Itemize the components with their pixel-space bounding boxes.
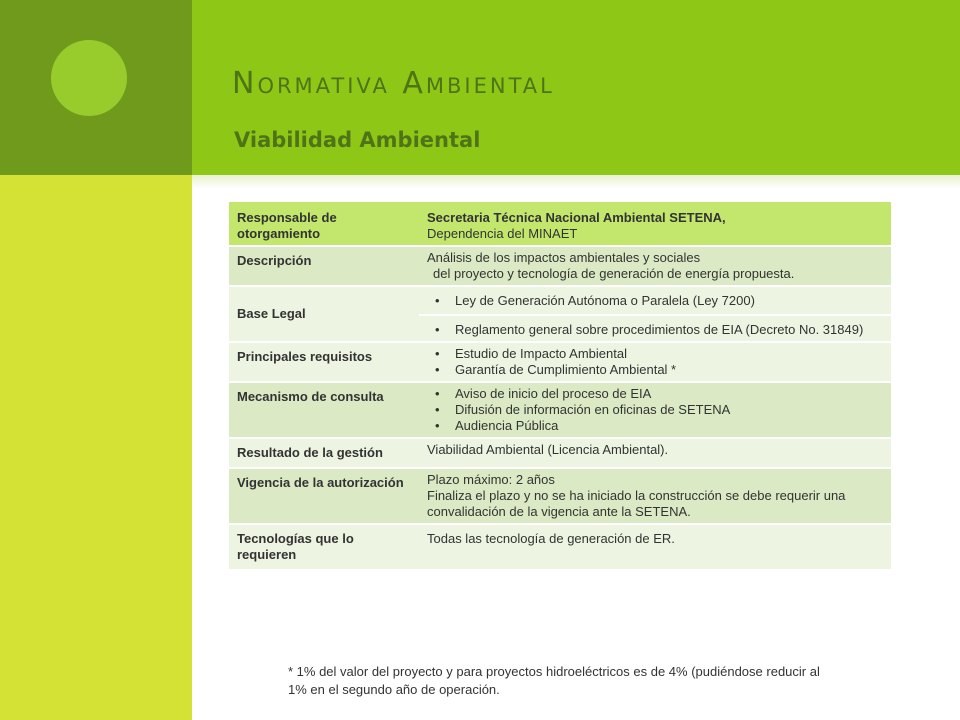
table-row: [229, 343, 891, 381]
row-label-tecnologias: Tecnologías que lo requieren: [229, 525, 419, 569]
row-value-mecanismo: [419, 383, 891, 437]
list-item: • Estudio de Impacto Ambiental: [455, 346, 885, 362]
decorative-circle: [51, 40, 127, 116]
footnote: * 1% del valor del proyecto y para proyectos hidroeléctricos es de 4% (pudiéndose reducir al 1% en el segundo año de operación.: [288, 664, 820, 697]
list-item: • Ley de Generación Autónoma o Paralela (Ley 7200): [455, 293, 885, 309]
header-separator: [192, 175, 960, 189]
descripcion-line1: Análisis de los impactos ambientales y sociales: [427, 250, 701, 265]
row-label-resultado: Resultado de la gestión: [229, 439, 419, 467]
row-value-tecnologias: Todas las tecnología de generación de ER.: [419, 525, 891, 569]
row-value-vigencia: [419, 469, 891, 523]
requirements-table: [229, 200, 891, 571]
slide-subtitle: Viabilidad Ambiental: [234, 128, 481, 152]
row-label-responsable: Responsable de otorgamiento: [229, 202, 419, 245]
vigencia-line1: Plazo máximo: 2 años: [427, 472, 555, 487]
table-row: [229, 439, 891, 467]
responsable-dependency: Dependencia del MINAET: [427, 226, 578, 241]
row-label-base-legal: Base Legal: [229, 287, 419, 341]
mecanismo-list: [427, 386, 885, 434]
table-row: [229, 383, 891, 437]
responsable-entity: Secretaria Técnica Nacional Ambiental SETENA,: [427, 210, 726, 225]
table-row: [229, 202, 891, 245]
requisitos-list: [427, 346, 885, 378]
sidebar-lime-panel: [0, 175, 192, 720]
slide-title: Normativa Ambiental: [232, 66, 555, 101]
descripcion-line2: del proyecto y tecnología de generación de energía propuesta.: [433, 266, 795, 281]
list-item: • Garantía de Cumplimiento Ambiental *: [455, 362, 885, 378]
table-row: [229, 525, 891, 569]
row-label-mecanismo: Mecanismo de consulta: [229, 383, 419, 437]
row-label-requisitos: Principales requisitos: [229, 343, 419, 381]
row-value-resultado: Viabilidad Ambiental (Licencia Ambiental).: [419, 439, 891, 467]
base-legal-list-1: [427, 293, 885, 309]
base-legal-list-2: [427, 322, 885, 338]
row-value-descripcion: [419, 247, 891, 285]
row-value-requisitos: [419, 343, 891, 381]
table-row: [229, 247, 891, 285]
list-item: • Difusión de información en oficinas de SETENA: [455, 402, 885, 418]
list-item: • Audiencia Pública: [455, 418, 885, 434]
table-row: [229, 469, 891, 523]
row-value-base-legal-2: [419, 316, 891, 341]
row-value-responsable: [419, 202, 891, 245]
row-label-vigencia: Vigencia de la autorización: [229, 469, 419, 523]
list-item: • Aviso de inicio del proceso de EIA: [455, 386, 885, 402]
table-row: [229, 287, 891, 314]
vigencia-line2: Finaliza el plazo y no se ha iniciado la construcción se debe requerir una convalidación de la vigencia ante la SETENA.: [427, 488, 846, 519]
list-item: • Reglamento general sobre procedimientos de EIA (Decreto No. 31849): [455, 322, 885, 338]
row-value-base-legal-1: [419, 287, 891, 314]
row-label-descripcion: Descripción: [229, 247, 419, 285]
